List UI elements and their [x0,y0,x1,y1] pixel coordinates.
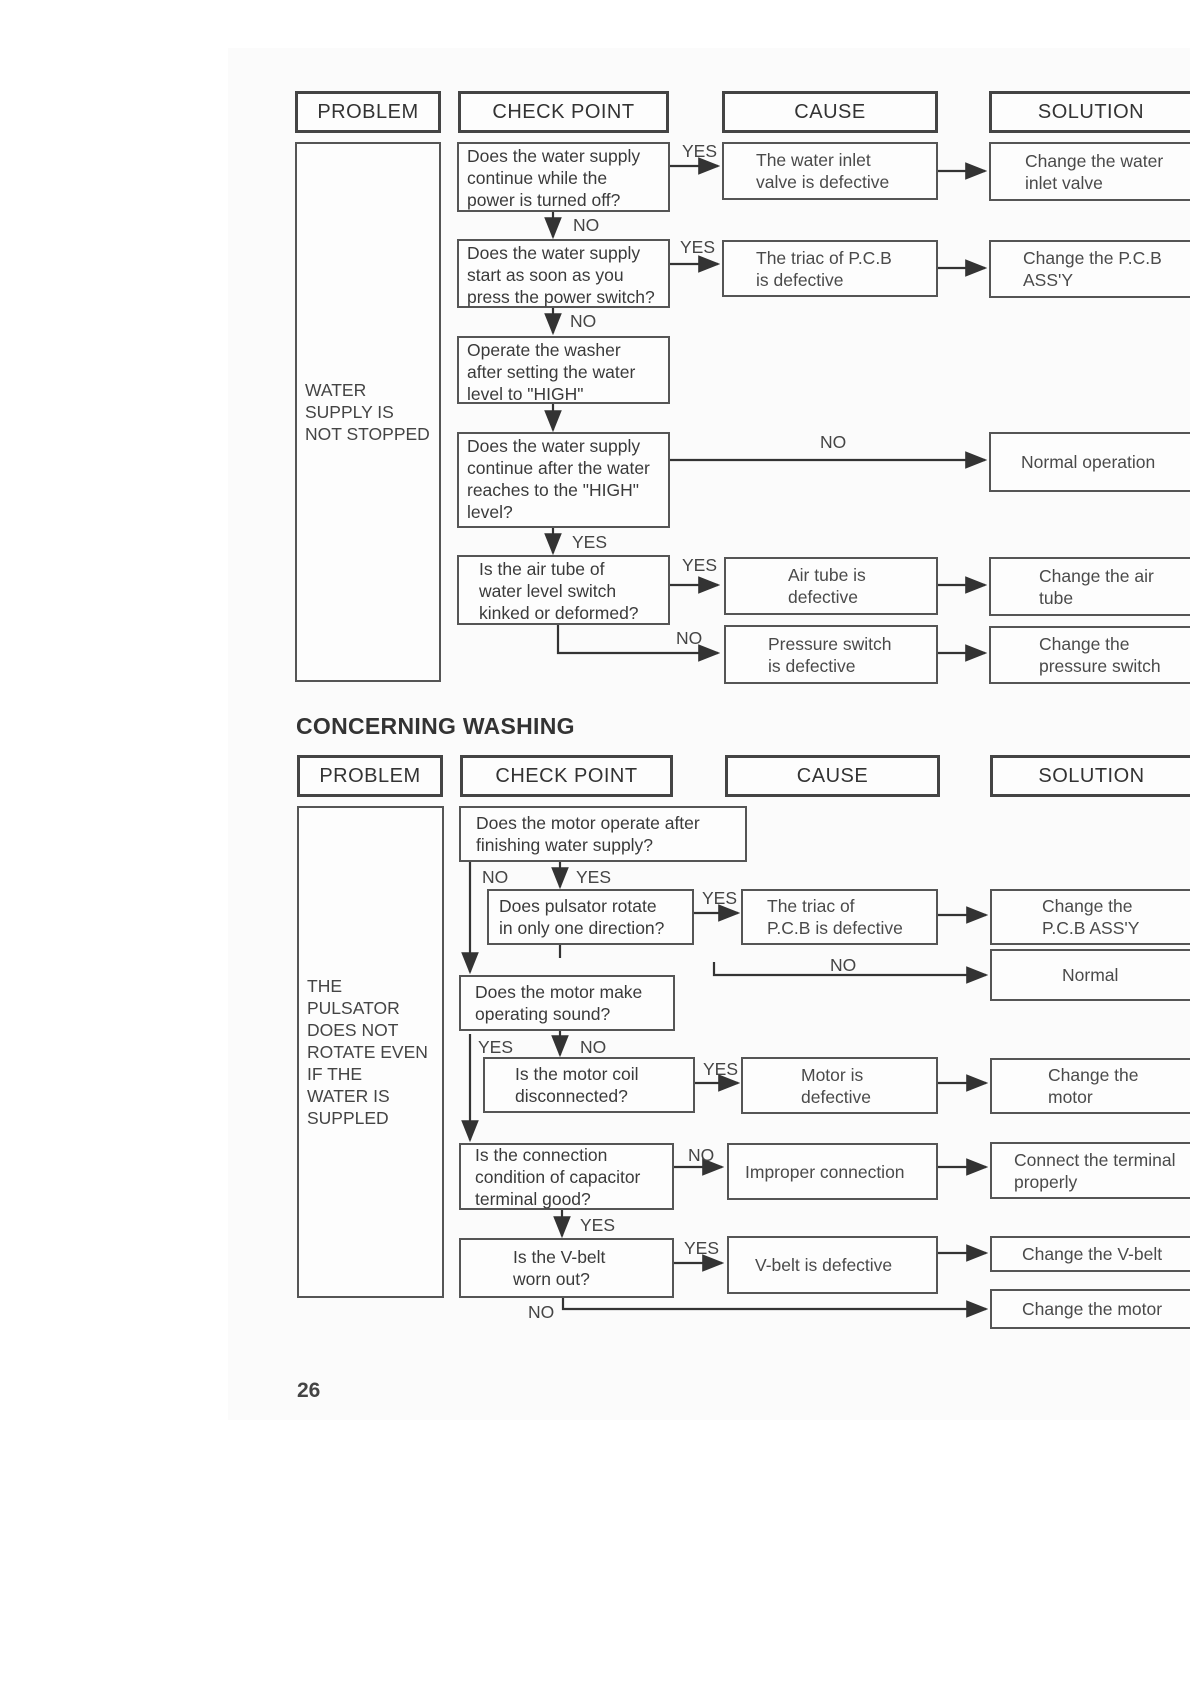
check-line: start as soon as you [467,265,624,285]
flow-label-yes: YES [580,1215,616,1235]
check-line: reaches to the "HIGH" [467,480,639,500]
problem-line: DOES NOT [307,1020,399,1040]
cause-box-2-2 [741,1057,938,1114]
check-line: terminal good? [475,1188,591,1209]
solution-line: pressure switch [1039,656,1161,676]
solution-line: Change the [1039,634,1130,654]
flow-label-no: NO [570,311,597,331]
header-solution-1: SOLUTION [989,91,1190,133]
solution-box-1-2 [989,240,1190,298]
cause-line: defective [801,1086,872,1107]
flow-label-yes: YES [572,532,608,552]
solution-line: motor [1048,1087,1093,1107]
check-box-2-4 [483,1057,695,1113]
flow-label-no: NO [573,215,600,235]
check-line: Does the motor operate after [476,813,700,833]
check-box-2-3 [459,975,675,1031]
check-line: Is the air tube of [479,559,605,579]
check-box-2-6 [459,1238,674,1298]
cause-box-1-1 [722,142,938,200]
solution-line: Change the motor [1022,1299,1163,1319]
check-box-1-4 [457,432,670,528]
solution-box-2-4 [990,1142,1190,1199]
check-box-1-3 [457,336,670,404]
solution-line: Change the water [1025,150,1164,171]
cause-line: is defective [756,269,844,290]
solution-box-2-1 [990,889,1190,945]
problem-line: WATER [305,380,367,400]
check-line: level to "HIGH" [467,384,584,404]
problem-line: ROTATE EVEN [307,1042,428,1062]
header-check-point-2: CHECK POINT [460,755,673,797]
solution-box-2-5 [990,1236,1190,1272]
cause-line: The triac of [767,896,855,916]
check-line: in only one direction? [499,918,665,938]
header-problem-2: PROBLEM [297,755,443,797]
check-line: continue after the water [467,458,650,478]
solution-box-2-3 [990,1058,1190,1114]
problem-cell-2 [297,806,444,1298]
flow-label-yes: YES [576,867,612,887]
check-box-1-1 [457,142,670,212]
check-line: Does pulsator rotate [499,896,657,916]
problem-line: PULSATOR [307,998,400,1018]
cause-line: P.C.B is defective [767,918,903,938]
solution-line: inlet valve [1025,172,1103,193]
solution-box-1-1 [989,142,1190,201]
problem-line: NOT STOPPED [305,424,430,444]
solution-line: Change the [1042,896,1133,916]
cause-line: V-belt is defective [755,1255,893,1275]
solution-box-2-2 [990,949,1190,1001]
check-line: worn out? [513,1269,590,1289]
check-line: Does the water supply [467,146,641,166]
check-box-2-5 [459,1143,674,1210]
check-box-2-2 [487,889,694,945]
solution-line: properly [1014,1171,1078,1192]
solution-box-1-3 [989,432,1190,492]
check-line: Is the motor coil [515,1064,639,1084]
flow-label-yes: YES [682,555,718,575]
check-line: after setting the water [467,362,636,382]
check-line: Is the connection [475,1144,608,1165]
cause-line: is defective [768,655,856,676]
flow-label-yes: YES [680,237,716,257]
cause-line: defective [788,587,859,607]
solution-line: P.C.B ASS'Y [1042,918,1140,938]
solution-box-2-6 [990,1289,1190,1329]
flow-label-no: NO [820,432,847,452]
cause-box-1-3 [724,557,938,615]
check-line: Is the V-belt [513,1247,606,1267]
flow-label-no: NO [482,867,509,887]
solution-line: Normal [1062,965,1119,985]
flow-label-no: NO [830,955,857,975]
page-number: 26 [297,1379,321,1402]
flow-label-yes: YES [478,1037,514,1057]
check-line: kinked or deformed? [479,603,639,623]
cause-line: The water inlet [756,150,871,170]
solution-line: tube [1039,587,1074,608]
cause-box-1-4 [724,625,938,684]
flow-label-yes: YES [682,141,718,161]
cause-line: Motor is [801,1064,864,1085]
problem-line: SUPPLED [307,1108,389,1128]
solution-line: Change the V-belt [1022,1244,1163,1264]
cause-line: The triac of P.C.B [756,247,892,268]
cause-line: Pressure switch [768,633,892,654]
solution-line: ASS'Y [1023,270,1074,290]
header-problem-1: PROBLEM [295,91,441,133]
flow-label-yes: YES [684,1238,720,1258]
check-line: Does the water supply [467,436,641,456]
flow-label-no: NO [676,628,703,648]
cause-line: Air tube is [788,565,866,585]
check-line: water level switch [479,581,617,601]
check-line: press the power switch? [467,287,655,307]
cause-line: valve is defective [756,172,890,192]
check-line: level? [467,502,513,522]
problem-line: WATER IS [307,1086,390,1106]
check-line: Operate the washer [467,340,621,360]
problem-line: THE [307,976,342,996]
check-line: finishing water supply? [476,835,654,855]
check-box-2-1 [459,806,747,862]
section-title: CONCERNING WASHING [296,713,575,739]
flow-label-no: NO [528,1302,555,1322]
solution-box-1-5 [989,626,1190,684]
cause-box-2-1 [741,889,938,945]
check-line: disconnected? [515,1086,628,1106]
flow-label-yes: YES [702,888,738,908]
header-cause-2: CAUSE [725,755,940,797]
solution-line: Change the [1048,1065,1139,1085]
check-line: power is turned off? [467,190,621,210]
cause-box-2-4 [727,1236,938,1294]
solution-line: Normal operation [1021,452,1156,472]
check-line: Does the water supply [467,243,641,263]
solution-line: Change the P.C.B [1023,248,1162,268]
problem-line: SUPPLY IS [305,402,394,422]
cause-line: Improper connection [745,1161,905,1182]
check-box-1-5 [457,555,670,625]
cause-box-1-2 [722,240,938,297]
check-line: condition of capacitor [475,1166,641,1187]
problem-cell-1 [295,142,441,682]
header-check-point-1: CHECK POINT [458,91,669,133]
check-line: operating sound? [475,1004,611,1024]
check-line: Does the motor make [475,982,643,1002]
flow-label-no: NO [580,1037,607,1057]
check-line: continue while the [467,168,608,188]
header-solution-2: SOLUTION [990,755,1190,797]
cause-box-2-3 [727,1143,938,1200]
problem-line: IF THE [307,1064,363,1084]
flow-label-yes: YES [703,1059,739,1079]
check-box-1-2 [457,239,670,308]
flow-label-no: NO [688,1145,715,1165]
header-cause-1: CAUSE [722,91,938,133]
solution-box-1-4 [989,557,1190,616]
solution-line: Connect the terminal [1014,1149,1176,1170]
solution-line: Change the air [1039,565,1154,586]
